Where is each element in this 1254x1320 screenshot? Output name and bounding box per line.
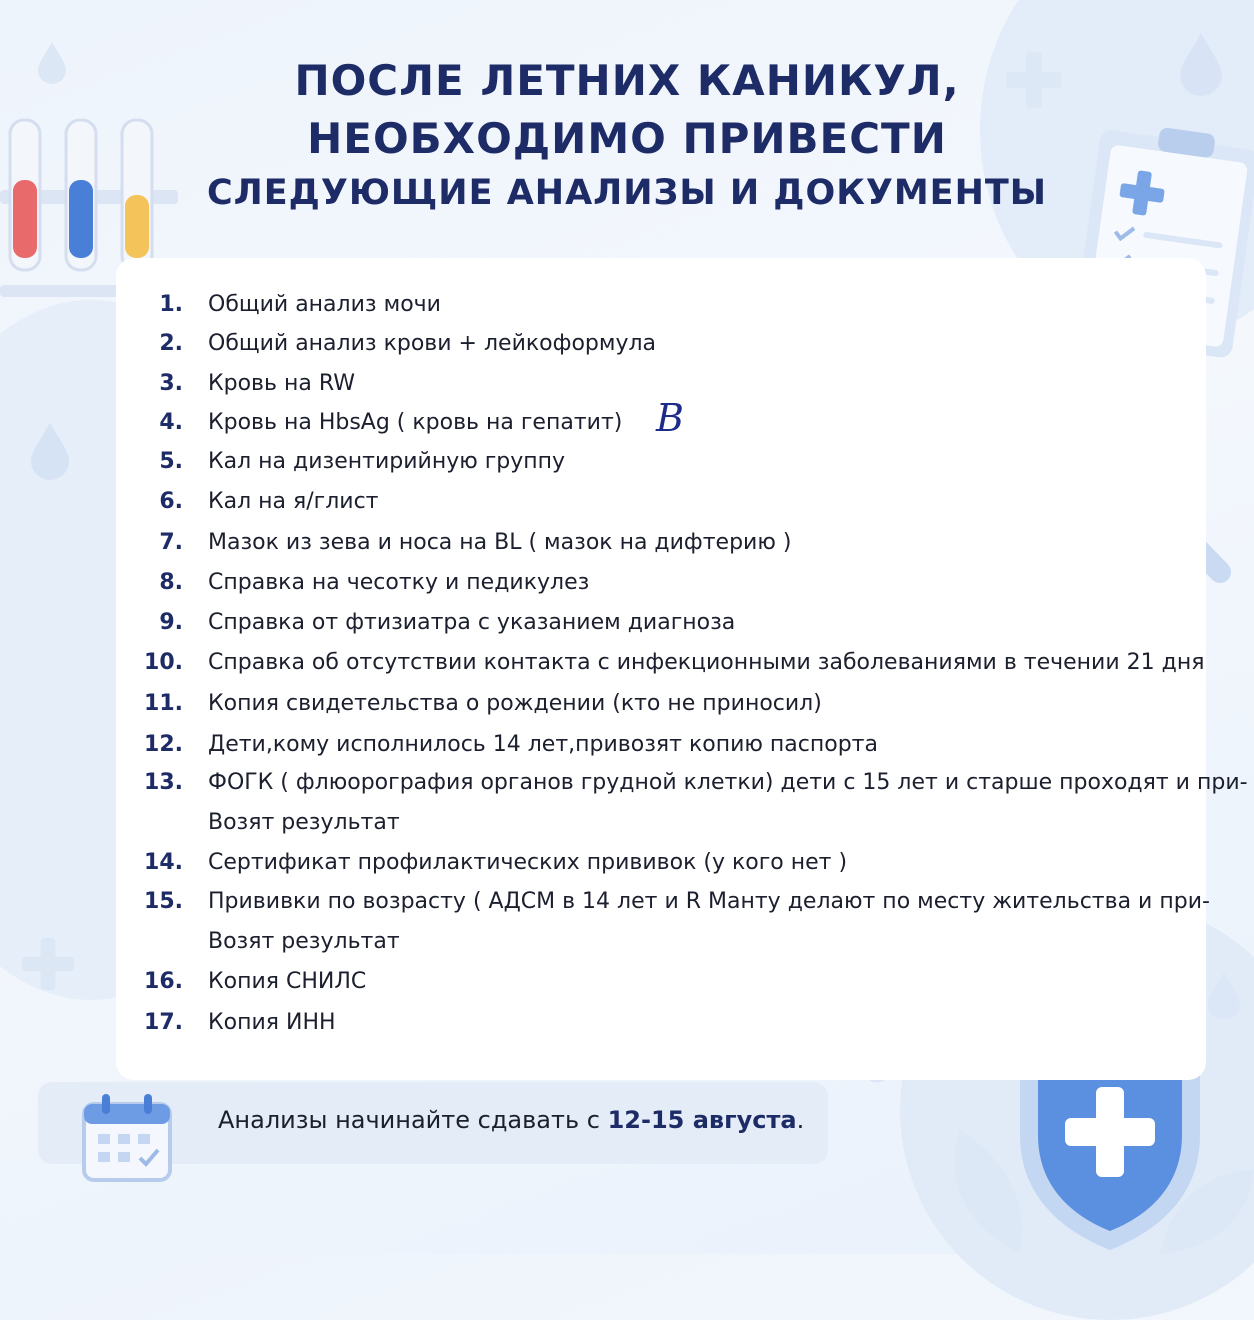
item-text: Справка на чесотку и педикулез xyxy=(208,570,590,595)
item-text: Справка об отсутствии контакта с инфекционными заболеваниями в течении 21 дня xyxy=(208,650,1205,675)
item-number: 11. xyxy=(144,691,183,716)
calendar-icon xyxy=(82,1092,174,1184)
item-number: 16. xyxy=(144,969,183,994)
item-number: 3. xyxy=(159,371,183,396)
footer-date: 12-15 августа xyxy=(607,1106,797,1134)
item-number: 14. xyxy=(144,850,183,875)
item-number: 6. xyxy=(159,489,183,514)
item-number: 17. xyxy=(144,1010,183,1035)
item-text-continued: Возят результат xyxy=(208,810,400,835)
plus-icon xyxy=(22,938,74,990)
item-number: 4. xyxy=(159,410,183,435)
leaf-icon xyxy=(930,1120,1040,1254)
item-text: Копия ИНН xyxy=(208,1010,336,1035)
drop-icon xyxy=(1206,970,1242,1020)
item-text: Копия свидетельства о рождении (кто не приносил) xyxy=(208,691,822,716)
item-text: Дети,кому исполнилось 14 лет,привозят копию паспорта xyxy=(208,732,878,757)
item-number: 13. xyxy=(144,770,183,795)
handwritten-mark: В xyxy=(656,396,684,440)
page-title-line-1: ПОСЛЕ ЛЕТНИХ КАНИКУЛ, xyxy=(294,56,960,105)
item-text: Общий анализ мочи xyxy=(208,292,441,317)
drop-icon xyxy=(28,420,72,480)
footer-end: . xyxy=(796,1106,805,1134)
item-text: ФОГК ( флюорография органов грудной клетки) дети с 15 лет и старше проходят и при- xyxy=(208,770,1248,795)
item-number: 2. xyxy=(159,331,183,356)
item-text: Справка от фтизиатра с указанием диагноза xyxy=(208,610,736,635)
footer-banner xyxy=(38,1082,828,1164)
item-number: 9. xyxy=(159,610,183,635)
item-number: 12. xyxy=(144,732,183,757)
item-text: Копия СНИЛС xyxy=(208,969,367,994)
item-text: Кал на я/глист xyxy=(208,489,379,514)
item-text: Кровь на RW xyxy=(208,371,355,396)
item-number: 8. xyxy=(159,570,183,595)
item-number: 15. xyxy=(144,889,183,914)
item-number: 10. xyxy=(144,650,183,675)
item-text: Сертификат профилактических прививок (у кого нет ) xyxy=(208,850,848,875)
leaf-icon xyxy=(1150,1150,1254,1254)
footer-text xyxy=(218,1106,804,1134)
item-text: Общий анализ крови + лейкоформула xyxy=(208,331,657,356)
item-text-continued: Возят результат xyxy=(208,929,400,954)
page-title-line-2: НЕОБХОДИМО ПРИВЕСТИ xyxy=(307,114,947,163)
item-number: 5. xyxy=(159,449,183,474)
requirements-card xyxy=(116,258,1248,1080)
item-text: Кровь на HbsAg ( кровь на гепатит) xyxy=(208,410,623,435)
item-number: 1. xyxy=(159,292,183,317)
footer-lead: Анализы начинайте сдавать с xyxy=(218,1106,608,1134)
item-text: Прививки по возрасту ( АДСМ в 14 лет и R Манту делают по месту жительства и при- xyxy=(208,889,1210,914)
page-subtitle: СЛЕДУЮЩИЕ АНАЛИЗЫ И ДОКУМЕНТЫ xyxy=(207,173,1047,213)
item-text: Кал на дизентирийную группу xyxy=(208,449,566,474)
item-text: Мазок из зева и носа на BL ( мазок на дифтерию ) xyxy=(208,530,792,555)
item-number: 7. xyxy=(159,530,183,555)
